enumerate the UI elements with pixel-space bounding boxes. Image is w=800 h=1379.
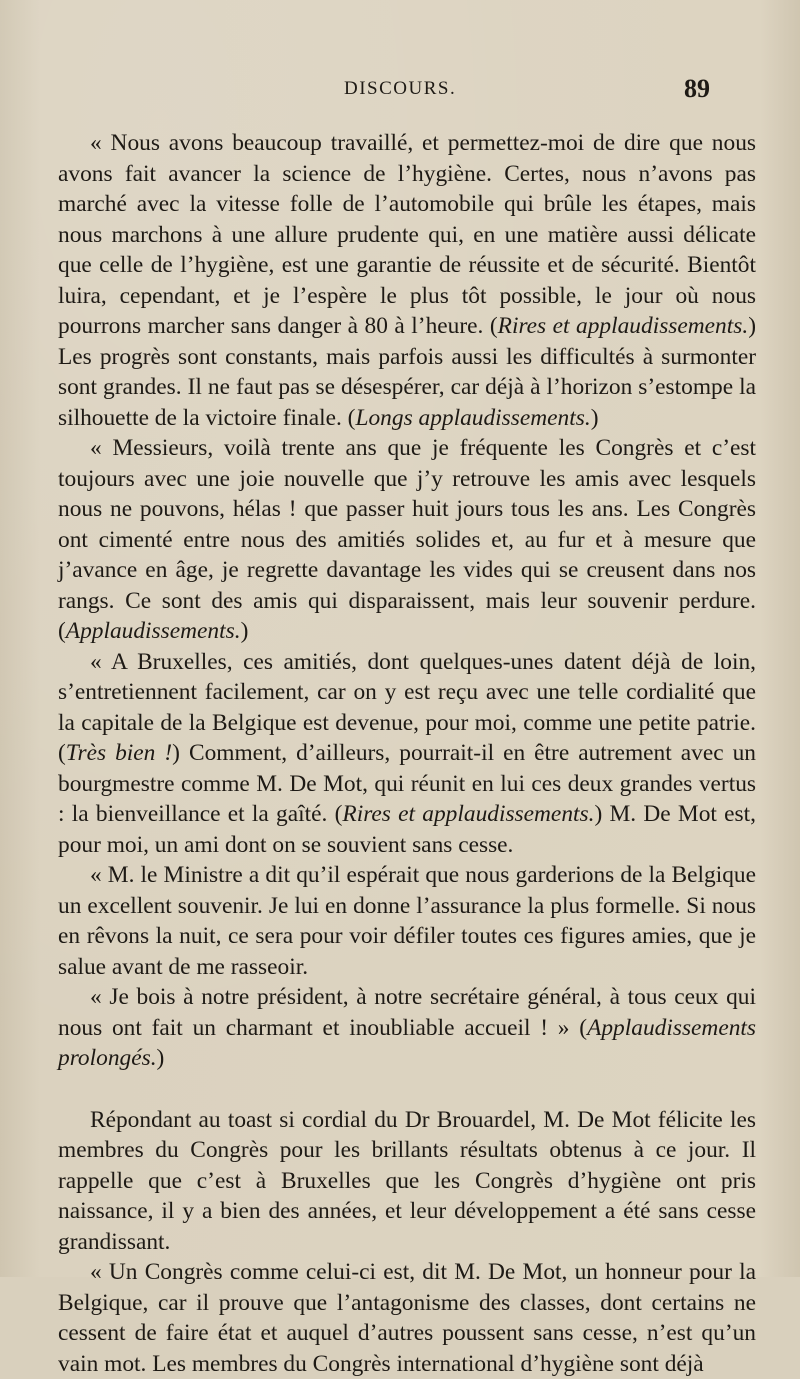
text-run: « A Bruxelles, ces amitiés, dont quelques-unes datent déjà de loin, s’entretiennent facilement, car on y est reçu avec une telle cordialité que la capitale de la Belgique est devenue, pour moi, comme une petite patrie. ( — [58, 648, 756, 766]
text-run: ) — [240, 618, 249, 644]
text-run: ) — [590, 404, 599, 431]
text-run: ) M. De Mot est, pour moi, un ami dont on se souvient sans cesse. — [58, 801, 756, 858]
text-run: Répondant au toast si cordial du Dr Brouardel, M. De Mot félicite les membres du Congrès pour les brillants résultats obtenus à ce jour. Il rappelle que c’est à Bruxelles que les Congrès d’hygiène ont pris naissance, il y a bien des années, et leur développement a été sans cesse grandissant. — [58, 1106, 756, 1255]
italic-aside: Applaudissements prolongés. — [58, 1014, 756, 1071]
running-head — [0, 74, 800, 118]
text-run: « Messieurs, voilà trente ans que je fréquente les Congrès et c’est toujours avec une joie nouvelle que j’y retrouve les amis avec lesquels nous ne pouvons, hélas ! que passer huit jours tous les ans. Les Congrès ont cimenté entre nous des amitiés solides et, au fur et à mesure que j’avance en âge, je regrette davantage les vides qui se creusent dans nos rangs. Ce sont des amis qui disparaissent, mais leur souvenir perdure. ( — [58, 435, 756, 644]
paragraph — [58, 860, 756, 982]
italic-aside: Rires et applaudissements. — [342, 801, 595, 827]
italic-aside: Longs applaudissements. — [355, 404, 591, 431]
text-run: ) Comment, d’ailleurs, pourrait-il en être autrement avec un bourgmestre comme M. De Mot, qui réunit en lui ces deux grandes vertus : la bienveillance et la gaîté. ( — [58, 740, 756, 827]
text-run: « Un Congrès comme celui-ci est, dit M. De Mot, un honneur pour la Belgique, car il prouve que l’antagonisme des classes, dont certains ne cessent de faire état et auquel d’autres poussent sans cesse, n’est qu’un vain mot. Les membres du Congrès international d’hygiène sont déjà — [58, 1259, 756, 1377]
italic-aside: Très bien ! — [65, 740, 173, 766]
text-run: « Nous avons beaucoup travaillé, et permettez-moi de dire que nous avons fait avancer la science de l’hygiène. Certes, nous n’avons pas marché avec la vitesse folle de l’automobile qui brûle les étapes, mais nous marchons à une allure prudente qui, en une matière aussi délicate que celle de l’hygiène, est une garantie de réussite et de sécurité. Bientôt luira, cependant, et je l’espère le plus tôt possible, le jour où nous pourrons marcher sans danger à 80 à l’heure. ( — [58, 130, 756, 339]
page-number: 89 — [684, 74, 710, 103]
paragraph — [58, 1105, 756, 1258]
paragraph — [58, 433, 756, 647]
paragraph — [58, 128, 756, 433]
running-title: DISCOURS. — [344, 78, 457, 99]
paragraph — [58, 647, 756, 861]
text-run: ) Les progrès sont constants, mais parfois aussi les difficultés à surmonter sont grandes. Il ne faut pas se désespérer, car déjà à l’horizon s’estompe la silhouette de la victoire finale. ( — [58, 313, 756, 431]
body-text — [58, 128, 756, 1379]
text-run: « M. le Ministre a dit qu’il espérait que nous garderions de la Belgique un excellent souvenir. Je lui en donne l’assurance la plus formelle. Si nous en rêvons la nuit, ce sera pour voir défiler toutes ces figures amies, que je salue avant de me rasseoir. — [58, 862, 756, 980]
italic-aside: Rires et applaudissements. — [497, 313, 749, 339]
italic-aside: Applaudissements. — [65, 618, 241, 644]
paragraph — [58, 1257, 756, 1379]
text-run: « Je bois à notre président, à notre secrétaire général, à tous ceux qui nous ont fait un charmant et inoubliable accueil ! » ( — [58, 984, 756, 1041]
paragraph — [58, 982, 756, 1074]
text-run: ) — [156, 1045, 165, 1071]
